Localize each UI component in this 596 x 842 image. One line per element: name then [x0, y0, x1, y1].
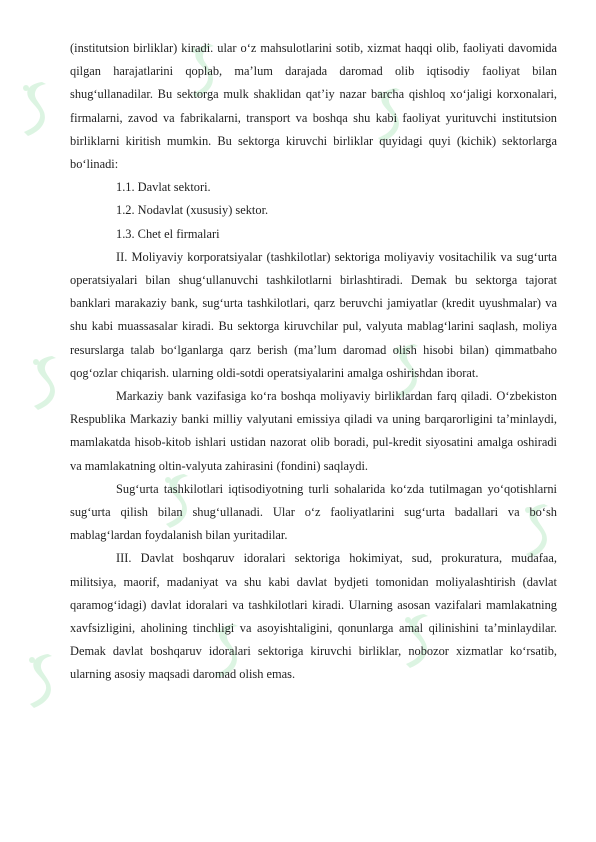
- paragraph: Markaziy bank vazifasiga ko‘ra boshqa moliyaviy birliklardan farq qiladi. O‘zbekiston Respublika Markaziy banki milliy valyutani emissiya qiladi va uning barqarorligini ta’minlaydi, mamlakatda hisob-kitob ishlari ustidan nazorat olib boradi, pul-kredit siyosatini amalga oshiradi va mamlakatning oltin-valyuta zahirasini (fondini) saqlaydi.: [70, 389, 557, 473]
- paragraph: (institutsion birliklar) kiradi. ular o‘z mahsulotlarini sotib, xizmat haqqi olib, faoliyati davomida qilgan harajatlarini qoplab, ma’lum darajada daromad olib iqtisodiy faoliyat bilan shug‘ullanadilar. Bu sektorga mulk shaklidan qat’iy nazar barcha qishloq xo‘jaligi korxonalari, firmalarni, zavod va fabrikalarni, transport va boshqa shu kabi faoliyat yurituvchi institutsion birliklarni kiritish mumkin. Bu sektorga kiruvchi birliklar quyidagi quyi (kichik) sektorlarga bo‘linadi:: [70, 41, 557, 172]
- paragraph: III. Davlat boshqaruv idoralari sektoriga hokimiyat, sud, prokuratura, mudafaa, militsiya, maorif, madaniyat va shu kabi davlat bydjeti tomonidan moliyalashtirish (davlat qaramog‘idagi) davlat idoralari va tashkilotlari kiradi. Ularning asosan vazifalari mamlakatning xavfsizligini, aholining tinchligi va asoyishtaligini, qonunlarga amal qilinishini ta’minlaydilar. Demak davlat boshqaruv idoralari sektoriga kiruvchi birliklar, nobozor xizmatlar ko‘rsatib, ularning asosiy maqsadi daromad olish emas.: [70, 551, 557, 682]
- watermark-logo-icon: [24, 650, 58, 710]
- list-item: 1.2. Nodavlat (xususiy) sektor.: [116, 203, 269, 218]
- paragraph: Sug‘urta tashkilotlari iqtisodiyotning turli sohalarida ko‘zda tutilmagan yo‘qotishlarni sug‘urta qilish bilan shug‘ullanadi. Ular o‘z faoliyatlarini sug‘urta badallari va bo‘sh mablag‘lardan foydalanish bilan yuritadilar.: [70, 481, 557, 543]
- watermark-logo-icon: [18, 78, 52, 138]
- list-item: 1.1. Davlat sektori.: [116, 180, 211, 195]
- paragraph: II. Moliyaviy korporatsiyalar (tashkilotlar) sektoriga moliyaviy vositachilik va sug‘urta operatsiyalari bilan shug‘ullanuvchi tashkilotlarni birlashtiradi. Demak bu sektorga tajorat banklari marakaziy bank, sug‘urta tashkilotlari, qarz beruvchi jamiyatlar (kredit uyushmalar) va shu kabi muassasalar kiradi. Bu sektorga kiruvchilar pul, valyuta mablag‘larini saqlash, moliya resurslarga talab bo‘lganlarga qarz berish (ma’lum daromad olish hisobi bilan) qimmatbaho qog‘ozlar chiqarish. ularning oldi-sotdi operatsiyalarini amalga oshirishdan iborat.: [70, 249, 557, 380]
- watermark-logo-icon: [28, 352, 62, 412]
- list-item: 1.3. Chet el firmalari: [116, 226, 220, 241]
- document-body: [70, 37, 557, 687]
